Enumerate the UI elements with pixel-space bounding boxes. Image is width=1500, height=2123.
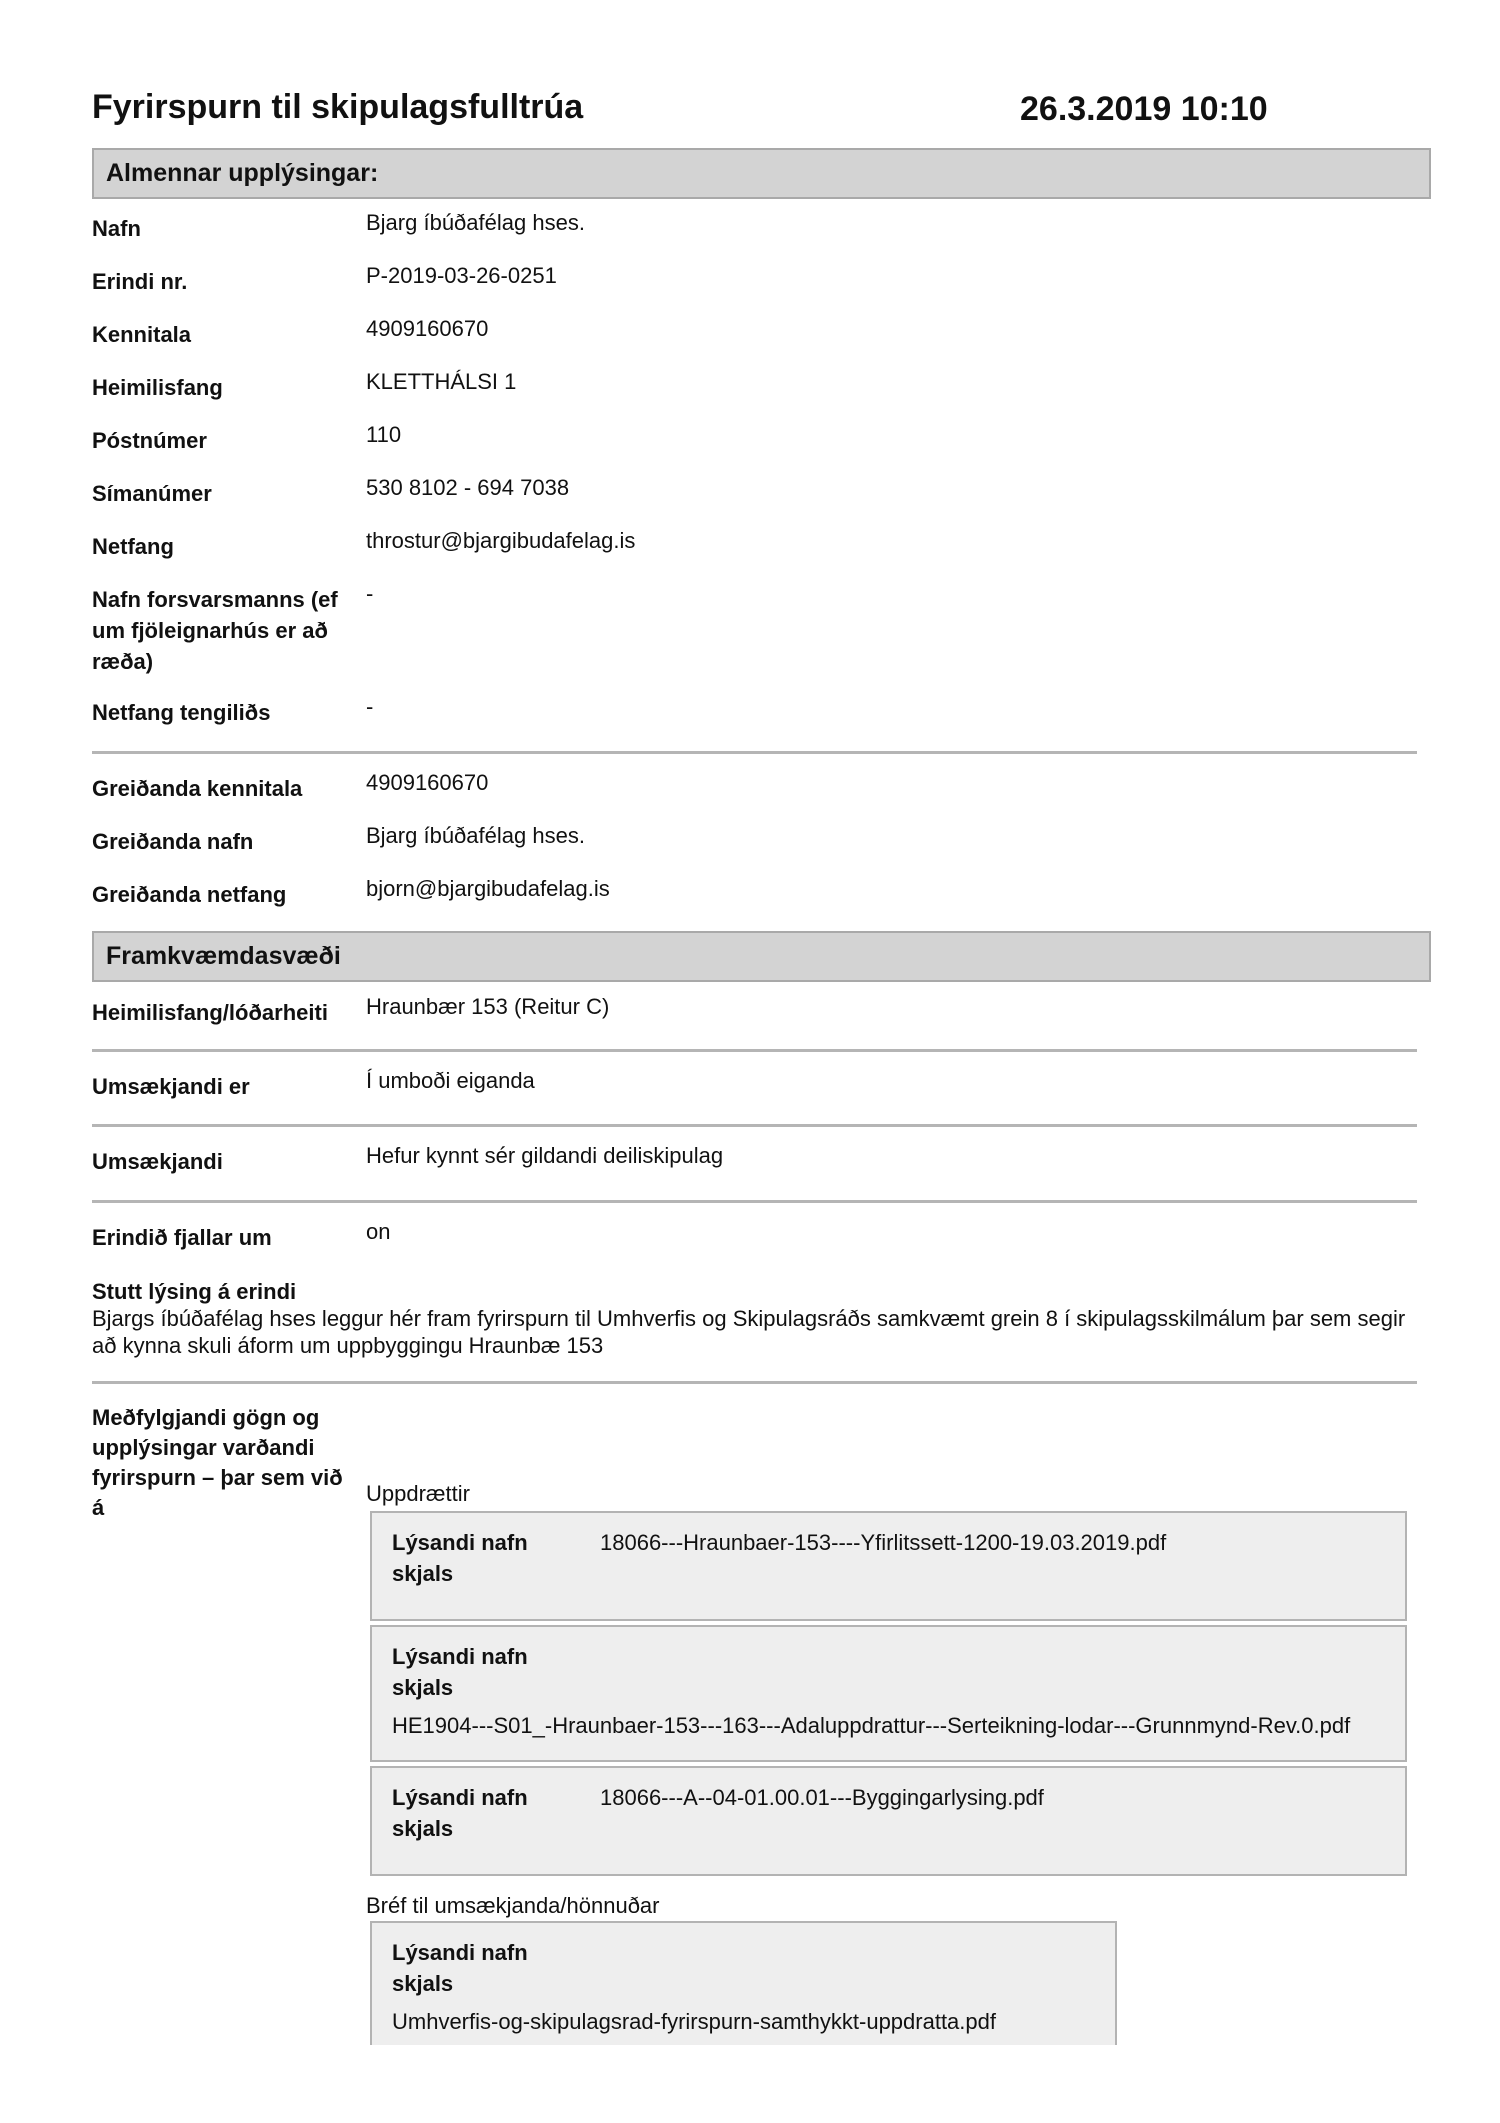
submission-datetime: 26.3.2019 10:10 xyxy=(1020,90,1268,128)
field-value: 4909160670 xyxy=(366,316,489,341)
field-value: Hefur kynnt sér gildandi deiliskipulag xyxy=(366,1143,724,1168)
field-label: Greiðanda netfang xyxy=(92,882,287,907)
field-value: P-2019-03-26-0251 xyxy=(366,263,557,288)
field-value: - xyxy=(366,694,374,719)
attachment-file[interactable] xyxy=(370,1511,1407,1621)
field-label: Greiðanda nafn xyxy=(92,829,254,854)
field-label: Heimilisfang/lóðarheiti xyxy=(92,1000,328,1025)
field-label: Erindi nr. xyxy=(92,269,188,294)
page-title: Fyrirspurn til skipulagsfulltrúa xyxy=(92,88,584,126)
section-area-heading: Framkvæmdasvæði xyxy=(92,931,1431,982)
field-label: Netfang xyxy=(92,534,174,559)
short-description-label: Stutt lýsing á erindi xyxy=(92,1279,297,1304)
file-name[interactable]: 18066---Hraunbaer-153----Yfirlitssett-1200-19.03.2019.pdf xyxy=(600,1530,1167,1555)
file-name[interactable]: Umhverfis-og-skipulagsrad-fyrirspurn-samthykkt-uppdratta.pdf xyxy=(392,2009,996,2034)
field-label: Netfang tengiliðs xyxy=(92,700,271,725)
field-label: Greiðanda kennitala xyxy=(92,776,303,801)
field-value: Í umboði eiganda xyxy=(366,1068,535,1093)
attachment-group-title: Uppdrættir xyxy=(366,1481,470,1506)
file-label: Lýsandi nafn skjals xyxy=(392,1785,528,1841)
divider xyxy=(92,1200,1417,1203)
attachment-group-title: Bréf til umsækjanda/hönnuðar xyxy=(366,1893,660,1918)
field-value: throstur@bjargibudafelag.is xyxy=(366,528,636,553)
file-label: Lýsandi nafn skjals xyxy=(392,1530,528,1586)
field-label: Heimilisfang xyxy=(92,375,223,400)
divider xyxy=(92,751,1417,754)
field-value: Bjarg íbúðafélag hses. xyxy=(366,210,585,235)
field-value: KLETTHÁLSI 1 xyxy=(366,369,517,394)
divider xyxy=(92,1381,1417,1384)
file-label: Lýsandi nafn skjals xyxy=(392,1644,528,1700)
field-label: Umsækjandi er xyxy=(92,1074,250,1099)
field-label: Póstnúmer xyxy=(92,428,207,453)
short-description xyxy=(92,1278,1417,1359)
field-value: 530 8102 - 694 7038 xyxy=(366,475,570,500)
field-value: 110 xyxy=(366,422,402,447)
field-label: Símanúmer xyxy=(92,481,212,506)
field-value: bjorn@bjargibudafelag.is xyxy=(366,876,610,901)
field-label: Nafn xyxy=(92,216,141,241)
field-value: 4909160670 xyxy=(366,770,489,795)
field-label: Erindið fjallar um xyxy=(92,1225,272,1250)
field-label: Umsækjandi xyxy=(92,1149,223,1174)
file-name[interactable]: 18066---A--04-01.00.01---Byggingarlysing.pdf xyxy=(600,1785,1044,1810)
attachment-file[interactable] xyxy=(370,1921,1117,2045)
attachment-file[interactable] xyxy=(370,1766,1407,1876)
field-label: Nafn forsvarsmanns (ef um fjöleignarhús er að ræða) xyxy=(92,587,338,674)
divider xyxy=(92,1124,1417,1127)
file-name[interactable]: HE1904---S01_-Hraunbaer-153---163---Adaluppdrattur---Serteikning-lodar---Grunnmynd-Rev.0.pdf xyxy=(392,1713,1351,1738)
section-general-heading: Almennar upplýsingar: xyxy=(92,148,1431,199)
field-label: Kennitala xyxy=(92,322,192,347)
attachment-file[interactable] xyxy=(370,1625,1407,1762)
field-value: on xyxy=(366,1219,391,1244)
short-description-text: Bjargs íbúðafélag hses leggur hér fram fyrirspurn til Umhverfis og Skipulagsráðs samkvæmt grein 8 í skipulagsskilmálum þar sem segir að kynna skuli áform um uppbyggingu Hraunbæ 153 xyxy=(92,1306,1406,1358)
divider xyxy=(92,1049,1417,1052)
field-value: Bjarg íbúðafélag hses. xyxy=(366,823,585,848)
file-label: Lýsandi nafn skjals xyxy=(392,1940,528,1996)
field-value: - xyxy=(366,581,374,606)
field-value: Hraunbær 153 (Reitur C) xyxy=(366,994,610,1019)
attachments-label: Meðfylgjandi gögn og upplýsingar varðandi fyrirspurn – þar sem við á xyxy=(92,1405,343,1520)
